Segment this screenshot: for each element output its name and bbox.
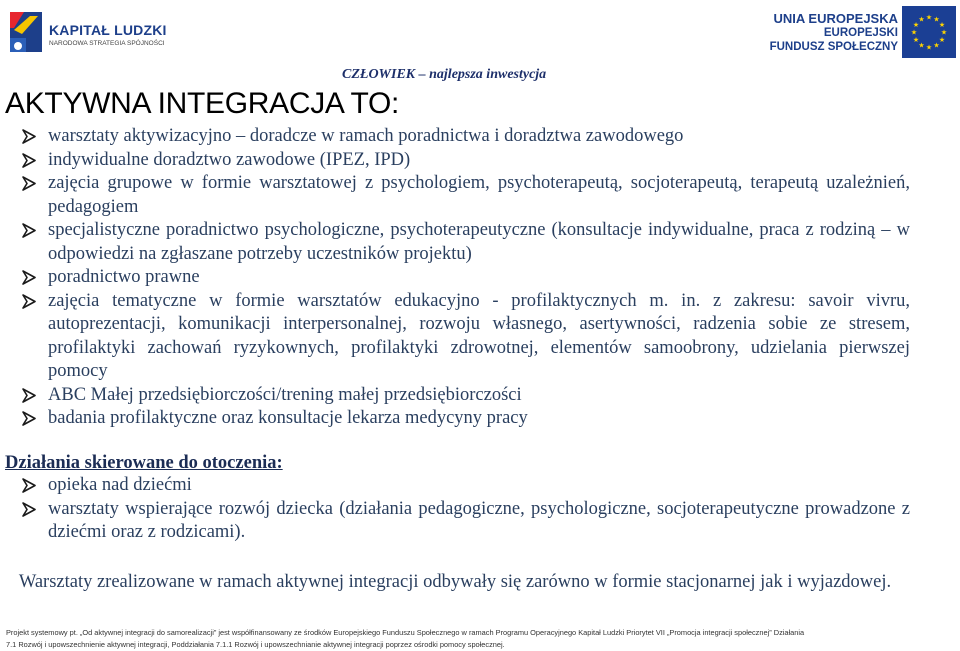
- list-item: [22, 290, 910, 384]
- eu-logo-text: [770, 12, 898, 54]
- list-item: [22, 474, 910, 498]
- list-item-text: specjalistyczne poradnictwo psychologiczne, psychoterapeutyczne (konsultacje indywidualne, praca z rodziną – w odpowiedzi na zgłaszane potrzeby uczestników projektu): [48, 220, 910, 264]
- list-item-text: warsztaty aktywizacyjno – doradcze w ramach poradnictwa i doradztwa zawodowego: [48, 126, 684, 146]
- arrowhead-bullet-icon: [22, 411, 36, 426]
- activities-list: [22, 125, 910, 431]
- list-item-text: ABC Małej przedsiębiorczości/trening małej przedsiębiorczości: [48, 384, 522, 405]
- list-item: [22, 266, 910, 290]
- eu-star-icon: ★: [938, 21, 946, 29]
- eu-logo: [756, 4, 956, 60]
- list-item-text: zajęcia grupowe w formie warsztatowej z psychologiem, psychoterapeutą, socjoterapeutą, terapeutą uzależnień, pedagogiem: [48, 173, 910, 217]
- eu-star-icon: ★: [940, 28, 948, 37]
- list-item-text: poradnictwo prawne: [48, 267, 200, 287]
- environment-activities-list: [22, 474, 910, 545]
- closing-paragraph: Warsztaty zrealizowane w ramach aktywnej integracji odbywały się zarówno w formie stacjonarnej jak i wyjazdowej.: [18, 572, 892, 592]
- eu-logo-line3: FUNDUSZ SPOŁECZNY: [769, 41, 898, 53]
- list-item-text: badania profilaktyczne oraz konsultacje lekarza medycyny pracy: [48, 408, 528, 428]
- footer: [6, 627, 956, 651]
- section-heading: Działania skierowane do otoczenia:: [5, 453, 283, 473]
- eu-star-icon: ★: [918, 41, 925, 50]
- arrowhead-bullet-icon: [22, 478, 36, 493]
- page-title: AKTYWNA INTEGRACJA TO:: [5, 87, 400, 120]
- kapital-ludzki-logo: [4, 6, 167, 58]
- eu-star-icon: ★: [912, 21, 920, 29]
- kapital-ludzki-subtitle: NARODOWA STRATEGIA SPÓJNOŚCI: [49, 40, 165, 47]
- arrowhead-bullet-icon: [22, 223, 36, 238]
- arrowhead-bullet-icon: [22, 153, 36, 168]
- arrowhead-bullet-icon: [22, 388, 36, 403]
- eu-flag-icon: [902, 6, 956, 58]
- eu-star-icon: ★: [918, 15, 925, 24]
- list-item: [22, 384, 910, 408]
- arrowhead-bullet-icon: [22, 270, 36, 285]
- eu-star-icon: ★: [925, 43, 933, 52]
- eu-logo-line1: UNIA EUROPEJSKA: [773, 11, 898, 26]
- kapital-ludzki-logo-icon: [4, 8, 44, 56]
- footer-line1: Projekt systemowy pt. „Od aktywnej integracji do samorealizacji” jest współfinansowany ze środków Europejskiego Funduszu Społecznego w ramach Programu Operacyjnego Kapitał Ludzki Priorytet VII „Promocja integracji społecznej” Działania: [6, 628, 805, 637]
- list-item: [22, 219, 910, 266]
- eu-star-icon: ★: [933, 15, 940, 24]
- kapital-ludzki-title: KAPITAŁ LUDZKI: [49, 22, 167, 38]
- arrowhead-bullet-icon: [22, 502, 36, 517]
- list-item: [22, 407, 910, 431]
- eu-star-icon: ★: [912, 36, 920, 44]
- list-item-text: indywidualne doradztwo zawodowe (IPEZ, IPD): [48, 149, 411, 170]
- list-item: [22, 172, 910, 219]
- arrowhead-bullet-icon: [22, 129, 36, 144]
- list-item-text: zajęcia tematyczne w formie warsztatów edukacyjno - profilaktycznych m. in. z zakresu: savoir vivru, autoprezentacji, komunikacji interpersonalnej, rozwoju własnego, asertywności, radzenia sobie ze stresem, profilaktyki zachowań ryzykownych, profilaktyki zdrowotnej, elementów samoobrony, udzielania pierwszej pomocy: [48, 290, 910, 381]
- eu-star-icon: ★: [910, 28, 918, 37]
- list-item: [22, 125, 910, 149]
- arrowhead-bullet-icon: [22, 294, 36, 309]
- eu-star-icon: ★: [925, 13, 933, 22]
- slogan: CZŁOWIEK – najlepsza inwestycja: [342, 67, 547, 82]
- list-item: [22, 149, 910, 173]
- list-item-text: opieka nad dziećmi: [48, 475, 192, 495]
- footer-line2: 7.1 Rozwój i upowszechnienie aktywnej integracji, Poddziałania 7.1.1 Rozwój i upowszechnianie aktywnej integracji poprzez ośrodki pomocy społecznej.: [6, 640, 505, 649]
- eu-logo-line2: EUROPEJSKI: [823, 27, 898, 39]
- eu-star-icon: ★: [933, 41, 940, 50]
- list-item-text: warsztaty wspierające rozwój dziecka (działania pedagogiczne, psychologiczne, socjoterapeutyczne prowadzone z dziećmi oraz z rodzicami).: [48, 498, 910, 542]
- eu-star-icon: ★: [938, 36, 946, 44]
- list-item: [22, 498, 910, 545]
- arrowhead-bullet-icon: [22, 176, 36, 191]
